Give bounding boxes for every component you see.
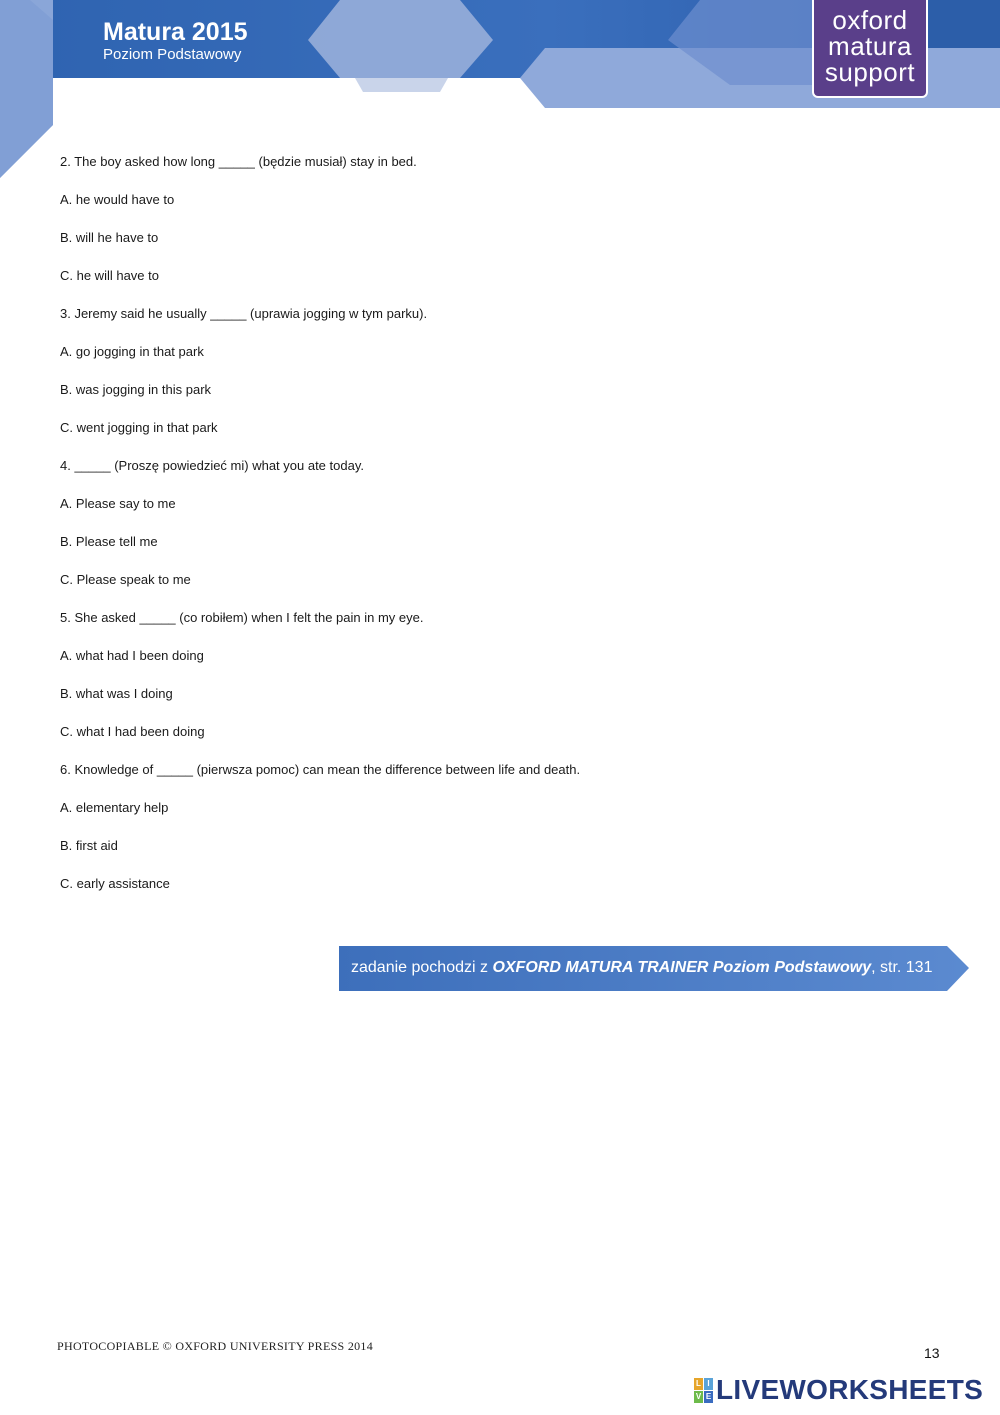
option-6b: B. first aid: [60, 838, 118, 853]
option-4c: C. Please speak to me: [60, 572, 191, 587]
question-4: 4. _____ (Proszę powiedzieć mi) what you ate today.: [60, 458, 364, 473]
option-2a: A. he would have to: [60, 192, 175, 207]
source-text: [351, 957, 932, 979]
option-4a: A. Please say to me: [60, 496, 176, 511]
icon-letter: E: [705, 1391, 712, 1401]
option-3c: C. went jogging in that park: [60, 420, 218, 435]
source-book-title: OXFORD MATURA TRAINER Poziom Podstawowy: [492, 959, 872, 976]
logo-line: matura: [828, 31, 912, 61]
option-5b: B. what was I doing: [60, 686, 173, 701]
liveworksheets-wordmark: LIVEWORKSHEETS: [716, 1374, 984, 1405]
option-5a: A. what had I been doing: [60, 648, 204, 663]
logo-line: support: [824, 57, 916, 87]
question-5: 5. She asked _____ (co robiłem) when I felt the pain in my eye.: [60, 610, 424, 625]
option-6c: C. early assistance: [60, 876, 170, 891]
icon-letter: V: [695, 1391, 702, 1401]
header-title-block: [103, 18, 248, 64]
option-2b: B. will he have to: [60, 230, 159, 245]
option-5c: C. what I had been doing: [60, 724, 205, 739]
icon-letter: L: [694, 1378, 703, 1390]
question-6: 6. Knowledge of _____ (pierwsza pomoc) can mean the difference between life and death.: [60, 762, 581, 777]
option-4b: B. Please tell me: [60, 534, 158, 549]
source-prefix: zadanie pochodzi z: [351, 959, 493, 976]
source-suffix: , str. 131: [871, 959, 933, 976]
option-2c: C. he will have to: [60, 268, 159, 283]
liveworksheets-logo: [694, 1375, 983, 1405]
exercise-content: [60, 152, 940, 912]
option-3a: A. go jogging in that park: [60, 344, 204, 359]
liveworksheets-icon: [694, 1378, 713, 1403]
option-3b: B. was jogging in this park: [60, 382, 212, 397]
copyright-notice: PHOTOCOPIABLE © OXFORD UNIVERSITY PRESS 2014: [57, 1339, 374, 1353]
option-6a: A. elementary help: [60, 800, 169, 815]
header-title: Matura 2015: [103, 18, 248, 46]
question-2: 2. The boy asked how long _____ (będzie musiał) stay in bed.: [60, 154, 417, 169]
oxford-matura-support-logo: [812, 0, 928, 98]
header-subtitle: Poziom Podstawowy: [103, 46, 242, 63]
icon-letter: I: [704, 1378, 713, 1390]
question-3: 3. Jeremy said he usually _____ (uprawia jogging w tym parku).: [60, 306, 428, 321]
page-number: 13: [924, 1345, 940, 1361]
logo-line: oxford: [832, 5, 908, 35]
